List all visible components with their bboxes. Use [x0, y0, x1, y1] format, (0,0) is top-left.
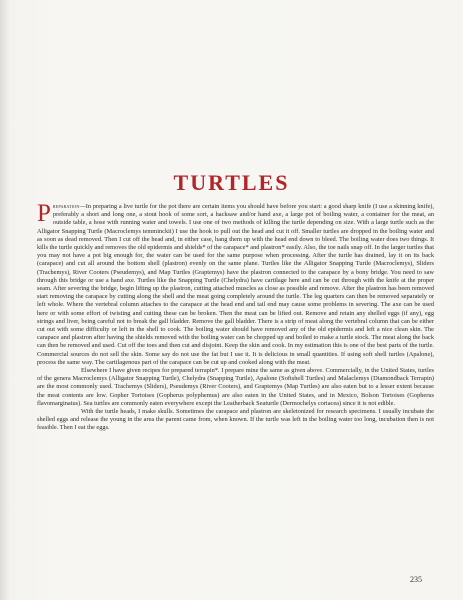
lead-word: reparation: [52, 203, 80, 210]
drop-cap: P: [37, 200, 51, 227]
paragraph-skulls: With the turtle heads, I make skulls. Sometimes the carapace and plastron are skeletonized for research specimens. I usually incubate the shelled eggs and release the young in the area the parent came from, when known. If the turtle was left in the boiling water too long, incubation then is not feasible. Then I eat the eggs.: [37, 408, 434, 432]
paragraph-terrapin: Elsewhere I have given recipes for prepared terrapin*. I prepare mine the same as given above. Commercially, in the United States, turtles of the genera Macroclemys (Alligator Snapping Turtle), Chelydra (Snapping Turtle), Apalone (Softshell Turtles) and Malaclemys (Diamondback Terrapin) are the most commonly used. Trachemys (Sliders), Pseudemys (River Cooters), and Graptemys (Map Turtles) are also eaten but to a lesser extent because the meat contents are low. Gopher Tortoises (Gopherus polyphemus) are also eaten in the United States, and in Mexico, Bolson Tortoises (Gopherus flavomarginatus). Sea turtles are commonly eaten everywhere except the Leatherback Seaturtle (Dermochelys coriacea) since it is not edible.: [37, 367, 434, 407]
body-text: [37, 200, 434, 433]
chapter-title: TURTLES: [173, 170, 290, 195]
paragraph-preparation: [37, 200, 434, 367]
page-number: 235: [410, 575, 422, 584]
paragraph-1-text: —In preparing a live turtle for the pot there are certain items you should have before you start: a good sharp knife (I use a skinning knife), preferably a short and long one, a stout hook of some sort, a hacksaw and/or hand axe, a large pot of boiling water, a container for the meat, an outside table, a hose with running water and towels. I use one of two methods of killing the turtle depending on size. With a large turtle such as the Alligator Snapping Turtle (Macroclemys temminckii) I use the hook to pull out the head and cut it off. Smaller turtles are dropped in the boiling water and as soon as dead removed. Then I cut off the head and, in either case, hang them up with the head end down to bleed. The boiling water does two things. It kills the turtle quickly and removes the old epidermis and shields* of the carapace* and plastron* easily. Also, the toe nails snap off. In the larger turtles that you may not have a pot big enough for, the water can be used for the same purpose when processing. After the turtle has drained, lay it on its back (carapace) and cut all around the bottom shell (plastron) evenly on the same plane. Turtles like the Alligator Snapping Turtle (Macroclemys), Sliders (Trachemys), River Cooters (Pseudemys), and Map Turtles (Graptemys) have the plastron connected to the carapace by a bony bridge. You need to saw through this bridge or use a hand axe. Turtles like the Snapping Turtle (Chelydra) have cartilage here and can be cut through with the knife at the proper seam. After severing the bridge, begin lifting up the plastron, cutting attached muscles as close as possible and remove. After the plastron has been removed start removing the carapace by cutting along the shell and the meat going completely around the turtle. The leg quarters can then be removed separately or left whole. Where the vertebral column attaches to the carapace at the head end and tail end may cause some problems in severing. The axe can be used here or with some effort of twisting and cutting these can be broken. Then the meat can be lifted out. Remove and retain any shelled eggs (if any), egg strings and liver, being careful not to break the gall bladder. Remove the gall bladder. There is a strip of meat along the vertebral column that can be either cut out with some difficulty or left in the shell to cook. The boiling water should have removed any of the old epidermis and left a nice clean skin. The carapace and plastron after having the shields removed with the boiling water can be chopped up and boiled to make a turtle stock. The meat along the back can then be removed and used. Cut off the toes and then cut and disjoint. Keep the skin and cook. In my estimation this is one of the best parts of the turtle. Commercial sources do not sell the skin. Some say do not use the fat but I use it. It is delicious in small quantities. If using soft shell turtles (Apalone), process the same way. The cartilagenous part of the carapace can be cut up and cooked along with the meat.: [37, 203, 434, 366]
